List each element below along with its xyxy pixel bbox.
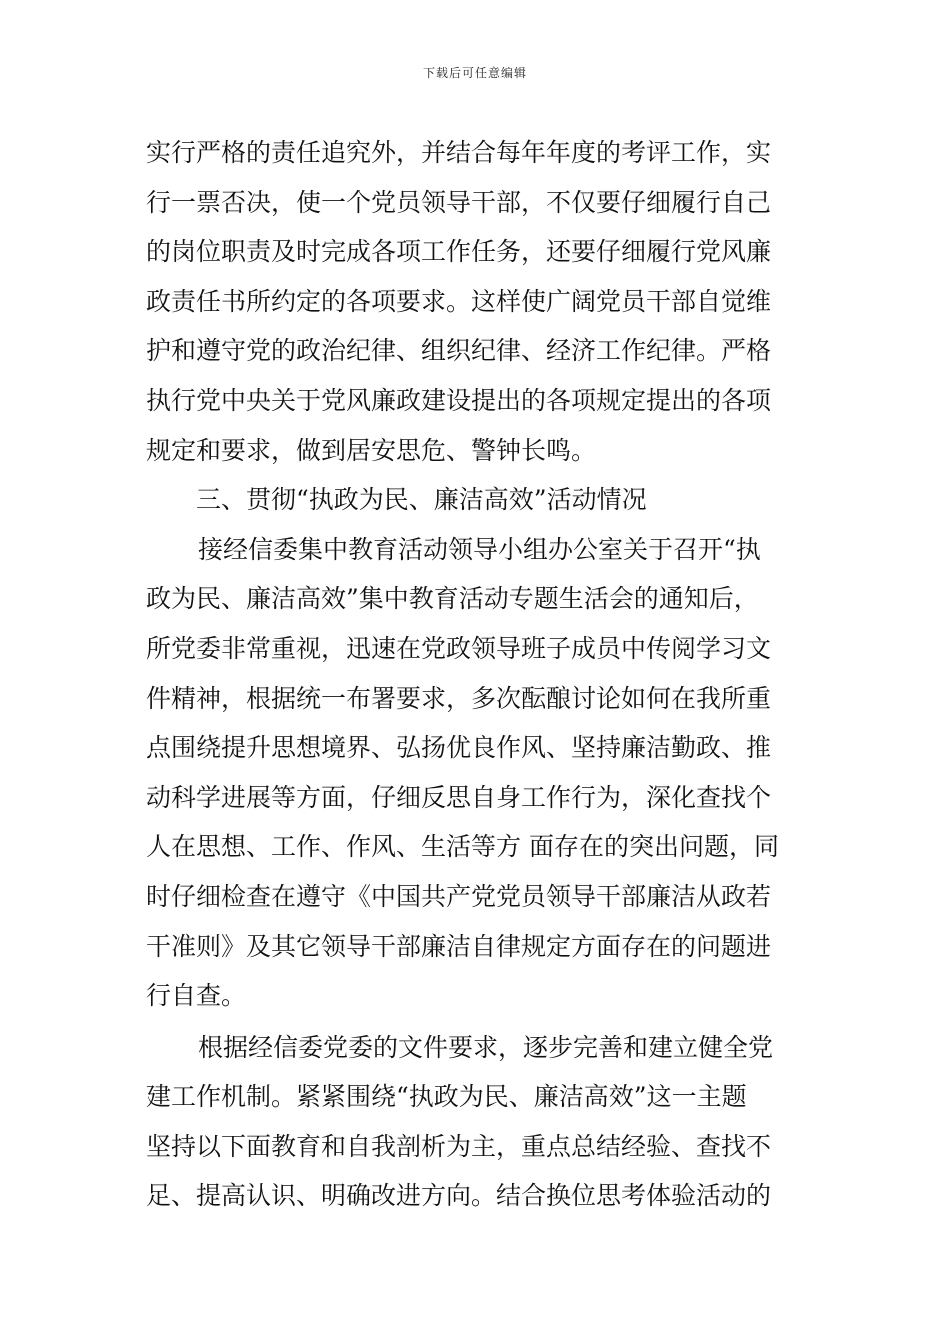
text-line: 动科学进展等方面，仔细反思自身工作行为，深化查找个 (146, 782, 772, 812)
text-line: 建工作机制。紧紧围绕“执政为民、廉洁高效”这一主题 (146, 1082, 747, 1112)
text-line: 足、提高认识、明确改进方向。结合换位思考体验活动的 (146, 1181, 772, 1211)
text-line: 干准则》及其它领导干部廉洁自律规定方面存在的问题进 (146, 931, 772, 961)
text-line: 护和遵守党的政治纪律、组织纪律、经济工作纪律。严格 (146, 336, 772, 366)
text-line: 件精神，根据统一布署要求，多次酝酿讨论如何在我所重 (146, 683, 772, 713)
text-line: 坚持以下面教育和自我剖析为主，重点总结经验、查找不 (146, 1131, 772, 1161)
text-line: 点围绕提升思想境界、弘扬优良作风、坚持廉洁勤政、推 (146, 733, 772, 763)
text-line: 实行严格的责任追究外，并结合每年年度的考评工作，实 (146, 138, 772, 167)
text-line: 政为民、廉洁高效”集中教育活动专题生活会的通知后， (146, 584, 759, 614)
text-line: 的岗位职责及时完成各项工作任务，还要仔细履行党风廉 (146, 237, 772, 267)
text-line: 执行党中央关于党风廉政建设提出的各项规定提出的各项 (146, 385, 772, 415)
text-line: 所党委非常重视，迅速在党政领导班子成员中传阅学习文 (146, 633, 772, 663)
text-line: 行自查。 (146, 981, 247, 1011)
page-header: 下载后可任意编辑 (422, 66, 527, 80)
text-line: 规定和要求，做到居安思危、警钟长鸣。 (146, 435, 597, 465)
paragraph-start: 接经信委集中教育活动领导小组办公室关于召开“执 (198, 534, 761, 564)
document-body (146, 128, 808, 1221)
text-line: 政责任书所约定的各项要求。这样使广阔党员干部自觉维 (146, 286, 772, 316)
section-heading: 三、贯彻“执政为民、廉洁高效”活动情况 (196, 485, 647, 515)
text-line: 时仔细检查在遵守《中国共产党党员领导干部廉洁从政若 (146, 881, 772, 911)
text-line: 人在思想、工作、作风、生活等方 面存在的突出问题，同 (146, 832, 779, 862)
text-line: 行一票否决，使一个党员领导干部，不仅要仔细履行自己 (146, 187, 772, 217)
paragraph-start: 根据经信委党委的文件要求，逐步完善和建立健全党 (198, 1032, 774, 1062)
